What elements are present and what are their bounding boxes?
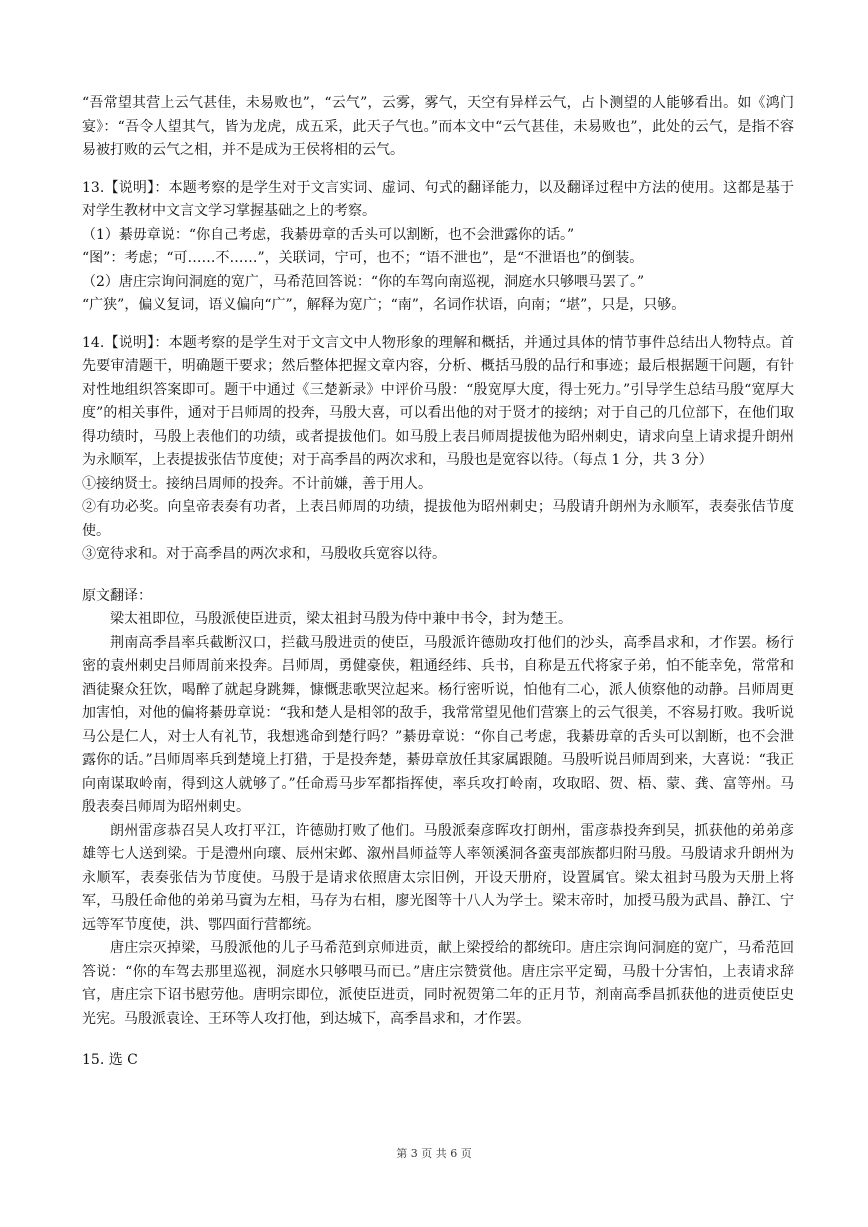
q14-point: ③宽待求和。对于高季昌的两次求和，马殷收兵宽容以待。 <box>82 546 446 562</box>
translation-heading: 原文翻译： <box>82 587 152 604</box>
q14-point: ①接纳贤士。接纳吕周师的投奔。不计前嫌，善于用人。 <box>82 475 432 492</box>
translation-paragraph: 唐庄宗灭掉梁，马殷派他的儿子马希范到京师进贡，献上梁授给的都统印。唐庄宗询问洞庭的宽广，马希范回答说：“你的车驾去那里巡视，洞庭水只够喂马而已。”唐庄宗赞赏他。唐庄宗平定蜀，马殷十分害怕，上表请求辞官，唐庄宗下诏书慰劳他。唐明宗即位，派使臣进贡，同时祝贺第二年的正月节，剂南高季昌抓获他的进贡使臣史光宪。马殷派袁诠、王环等人攻打他，到达城下，高季昌求和，才作罢。 <box>82 940 794 1027</box>
q13-line: （1）綦毋章说：“你自己考虑，我綦毋章的舌头可以割断，也不会泄露你的话。” <box>82 226 575 243</box>
q13-explanation: 13.【说明】：本题考察的是学生对于文言实词、虚词、句式的翻译能力，以及翻译过程中方法的使用。这都是基于对学生教材中文言文学习掌握基础之上的考察。 <box>82 179 794 219</box>
question-14-section <box>82 332 794 567</box>
q14-point: ②有功必奖。向皇帝表奏有功者，上表吕师周的功绩，提拔他为昭州刺史；马殷请升朗州为永顺军，表奏张佶节度使。 <box>82 499 794 539</box>
q13-line: “图”：考虑；“可……不……”，关联词，宁可，也不；“语不泄也”，是“不泄语也”的倒装。 <box>82 250 644 266</box>
question-13-section <box>82 177 794 318</box>
translation-paragraph: 荆南高季昌率兵截断汉口，拦截马殷进贡的使臣，马殷派许德勋攻打他们的沙头，高季昌求和，才作罢。杨行密的袁州刺史吕师周前来投奔。吕师周，勇健豪侠，粗通经纬、兵书，自称是五代将家子弟，怕不能幸免，常常和酒徒聚众狂饮，喝醉了就起身跳舞，慷慨悲歌哭泣起来。杨行密听说，怕他有二心，派人侦察他的动静。吕师周更加害怕，对他的偏将綦毋章说：“我和楚人是相邻的敌手，我常常望见他们营寨上的云气很美，不容易打败。我听说马公是仁人，对士人有礼节，我想逃命到楚行吗？”綦毋章说：“你自己考虑，我綦毋章的舌头可以割断，也不会泄露你的话。”吕师周率兵到楚境上打猎，于是投奔楚，綦毋章放任其家属跟随。马殷听说吕师周到来，大喜说：“我正向南谋取岭南，得到这人就够了。”任命焉马步军都指挥使，率兵攻打岭南，攻取昭、贺、梧、蒙、龚、富等州。马殷表奏吕师周为昭州刺史。 <box>82 634 794 815</box>
q14-explanation: 14.【说明】：本题考察的是学生对于文言文中人物形象的理解和概括，并通过具体的情节事件总结出人物特点。首先要审清题干，明确题干要求；然后整体把握文章内容，分析、概括马殷的品行和事迹；最后根据题干问题，有针对性地组织答案即可。题干中通过《三楚新录》中评价马殷：“殷宽厚大度，得士死力。”引导学生总结马殷“宽厚大度”的相关事件，通对于吕师周的投奔，马殷大喜，可以看出他的对于贤才的接纳；对于自己的几位部下，在他们取得功绩时，马殷上表他们的功绩，或者提拔他们。如马殷上表吕师周提拔他为昭州刺史，请求向皇上请求提升朗州为永顺军，上表提拔张佶节度使；对于高季昌的两次求和，马殷也是宽容以待。（每点 1 分，共 3 分） <box>82 334 794 468</box>
translation-paragraph: 梁太祖即位，马殷派使臣进贡，梁太祖封马殷为侍中兼中书令，封为楚王。 <box>110 611 572 627</box>
q13-line: （2）唐庄宗询问洞庭的宽广，马希范回答说：“你的车驾向南巡视，洞庭水只够喂马罢了。” <box>82 273 645 290</box>
page-footer: 第 3 页 共 6 页 <box>396 1147 472 1160</box>
question-15-answer: 15. 选 C <box>82 1052 138 1068</box>
intro-paragraph: “吾常望其营上云气甚佳，未易败也”，“云气”，云雾，雾气，天空有异样云气，占卜测望的人能够看出。如《鸿门宴》：“吾令人望其气，皆为龙虎，成五采，此天子气也。”而本文中“云气甚佳，未易败也”，此处的云气，是指不容易被打败的云气之相，并不是成为王侯将相的云气。 <box>82 95 794 158</box>
q13-line: “广狭”，偏义复词，语义偏向“广”，解释为宽广；“南”，名词作状语，向南；“堪”，只是，只够。 <box>82 297 686 313</box>
translation-paragraph: 朗州雷彦恭召吴人攻打平江，许德勋打败了他们。马殷派秦彦晖攻打朗州，雷彦恭投奔到吴，抓获他的弟弟彦雄等七人送到梁。于是澧州向瓌、辰州宋邺、溆州昌师益等人率领溪洞各蛮夷部族都归附马殷。马殷请求升朗州为永顺军，表奏张佶为节度使。马殷于是请求依照唐太宗旧例，开设天册府，设置属官。梁太祖封马殷为天册上将军，马殷任命他的弟弟马賨为左相，马存为右相，廖光图等十八人为学士。梁末帝时，加授马殷为武昌、静江、宁远等军节度使，洪、鄂四面行营都统。 <box>82 822 794 933</box>
translation-section <box>82 585 794 1032</box>
